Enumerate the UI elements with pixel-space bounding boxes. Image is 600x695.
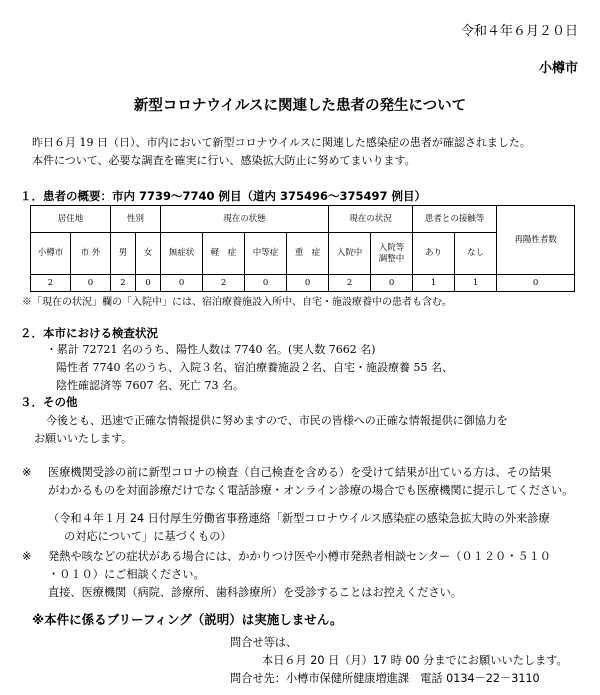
value-severe: 0: [287, 275, 329, 292]
subheader-mild: 軽 症: [203, 233, 245, 275]
notice2-line-1: 発熱や咳などの症状がある場合には、かかりつけ医や小樽市発熱者相談センター（０１２０・５１０: [48, 550, 551, 563]
contact-intro: 問合せ等は、: [230, 636, 298, 649]
section3-title: ３．その他: [20, 395, 78, 409]
value-adjusting: 0: [371, 275, 413, 292]
notice1-ref-line-1: （令和４年１月 24 日付厚生労働省事務連絡「新型コロナウイルス感染症の感染急拡大時の外来診療: [48, 512, 550, 525]
briefing-notice: ※本件に係るブリーフィング（説明）は実施しません。: [32, 612, 343, 627]
subheader-male: 男: [111, 233, 136, 275]
value-asymptomatic: 0: [161, 275, 203, 292]
section2-line-2: 陽性者 7740 名のうち、入院３名、宿泊療養施設２名、自宅・施設療養 55 名、: [56, 361, 453, 374]
value-mild: 2: [203, 275, 245, 292]
subheader-adjusting: 入院等 調整中: [371, 233, 413, 275]
notice2-line-3: 直接、医療機関（病院、診療所、歯科診療所）を受診することはお控えください。: [48, 586, 462, 599]
header-sex: 性別: [111, 206, 161, 233]
notice1-line-1: 医療機関受診の前に新型コロナの検査（自己検査を含める）を受けて結果が出ている方は、その結果: [48, 466, 552, 479]
value-female: 0: [136, 275, 161, 292]
subheader-severe: 重 症: [287, 233, 329, 275]
notice2-line-2: ・０１０）にご相談ください。: [48, 568, 205, 581]
subheader-contact-no: なし: [455, 233, 497, 275]
section2-title: ２．本市における検査状況: [20, 326, 158, 340]
intro-line-2: 本件について、必要な調査を確実に行い、感染拡大防止に努めてまいります。: [32, 154, 416, 167]
subheader-outside: 市 外: [71, 233, 111, 275]
contact-line: 問合せ先：小樽市保健所健康増進課 電話 0134－22－3110: [230, 672, 540, 685]
table-row: [31, 275, 575, 292]
date: 令和４年６月２０日: [460, 24, 578, 39]
section3-line-1: 今後とも、迅速で正確な情報提供に努めますので、市民の皆様への正確な情報提供に御協力を: [46, 414, 508, 427]
notice2-mark: ※: [22, 550, 32, 563]
contact-hours: 本日６月 20 日（月）17 時 00 分までにお願いいたします。: [262, 654, 568, 667]
table-note: ※「現在の状況」欄の「入院中」には、宿泊療養施設入所中、自宅・施設療養中の患者も含む。: [22, 297, 452, 308]
value-hospitalized: 2: [329, 275, 371, 292]
section3-line-2: お願いいたします。: [34, 432, 133, 445]
section1-title: １．患者の概要：市内 7739～7740 例目（道内 375496～375497 例目）: [20, 189, 427, 203]
page-title: 新型コロナウイルスに関連した患者の発生について: [133, 98, 467, 114]
city-name: 小樽市: [538, 61, 578, 76]
header-condition: 現在の状態: [161, 206, 329, 233]
notice1-line-2: がわかるものを対面診療だけでなく電話診療・オンライン診療の場合でも医療機関に提示してください。: [48, 484, 574, 497]
value-moderate: 0: [245, 275, 287, 292]
subheader-female: 女: [136, 233, 161, 275]
header-status: 現在の状況: [329, 206, 413, 233]
subheader-asymptomatic: 無症状: [161, 233, 203, 275]
subheader-hospitalized: 入院中: [329, 233, 371, 275]
value-contact-no: 1: [455, 275, 497, 292]
header-residence: 居住地: [31, 206, 111, 233]
section2-line-3: 陰性確認済等 7607 名、死亡 73 名。: [56, 379, 244, 392]
value-male: 2: [111, 275, 136, 292]
value-otaru: 2: [31, 275, 71, 292]
section2-line-1: ・累計 72721 名のうち、陽性人数は 7740 名。(実人数 7662 名): [46, 343, 376, 356]
header-repositive: 再陽性者数: [497, 206, 575, 275]
subheader-moderate: 中等症: [245, 233, 287, 275]
subheader-contact-yes: あり: [413, 233, 455, 275]
notice1-mark: ※: [22, 466, 32, 479]
header-contact: 患者との接触等: [413, 206, 497, 233]
value-repositive: 0: [497, 275, 575, 292]
patient-table: [30, 205, 575, 292]
value-contact-yes: 1: [413, 275, 455, 292]
value-outside: 0: [71, 275, 111, 292]
subheader-otaru: 小樽市: [31, 233, 71, 275]
notice1-ref-line-2: の対応について」に基づくもの）: [64, 530, 232, 543]
intro-line-1: 昨日６月 19 日（日）、市内において新型コロナウイルスに関連した感染症の患者が確認されました。: [32, 136, 531, 149]
